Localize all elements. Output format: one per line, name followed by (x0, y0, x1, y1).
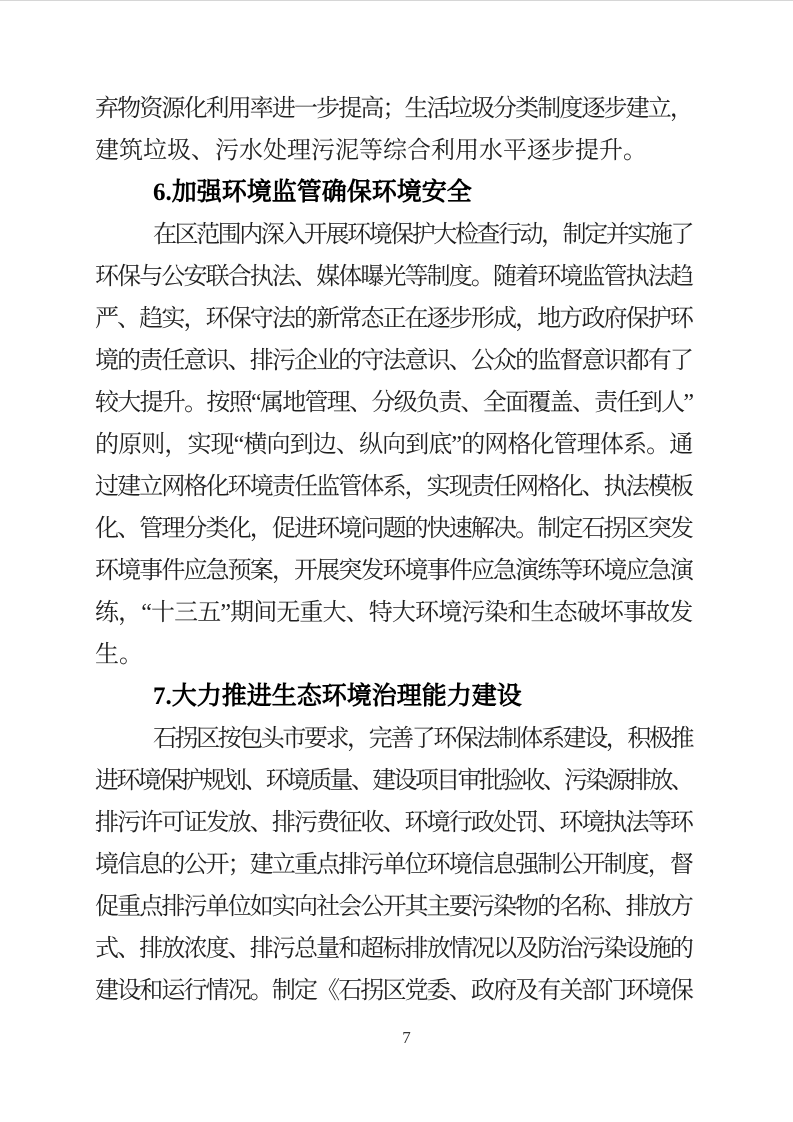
text-line: 较大提升。按照“属地管理、分级负责、全面覆盖、责任到人” (95, 390, 693, 416)
text-line: 进环境保护规划、环境质量、建设项目审批验收、污染源排放、 (95, 768, 692, 794)
text-line: 境信息的公开；建立重点排污单位环境信息强制公开制度，督 (95, 852, 692, 878)
text-line: 的原则，实现“横向到边、纵向到底”的网格化管理体系。通 (95, 432, 693, 458)
text-line: 建设和运行情况。制定《石拐区党委、政府及有关部门环境保 (95, 978, 692, 1004)
text-line: 环保与公安联合执法、媒体曝光等制度。随着环境监管执法趋 (95, 264, 692, 290)
text-line: 石拐区按包头市要求，完善了环保法制体系建设，积极推 (153, 726, 692, 752)
text-line: 化、管理分类化，促进环境问题的快速解决。制定石拐区突发 (95, 516, 692, 542)
text-line: 境的责任意识、排污企业的守法意识、公众的监督意识都有了 (95, 348, 692, 374)
text-line: 环境事件应急预案，开展突发环境事件应急演练等环境应急演 (95, 558, 692, 584)
text-line: 严、趋实，环保守法的新常态正在逐步形成，地方政府保护环 (95, 306, 692, 332)
text-line: 弃物资源化利用率进一步提高；生活垃圾分类制度逐步建立， (95, 96, 692, 122)
text-line: 排污许可证发放、排污费征收、环境行政处罚、环境执法等环 (95, 810, 692, 836)
text-line: 过建立网格化环境责任监管体系，实现责任网格化、执法模板 (95, 474, 692, 500)
page-top-edge (0, 0, 793, 1)
text-line: 练，“十三五”期间无重大、特大环境污染和生态破坏事故发 (95, 600, 693, 626)
text-line: 式、排放浓度、排污总量和超标排放情况以及防治污染设施的 (95, 936, 692, 962)
text-line: 建筑垃圾、污水处理污泥等综合利用水平逐步提升。 (95, 138, 647, 164)
text-line: 促重点排污单位如实向社会公开其主要污染物的名称、排放方 (95, 894, 692, 920)
text-line: 在区范围内深入开展环境保护大检查行动，制定并实施了 (153, 222, 692, 248)
section-heading: 6.加强环境监管确保环境安全 (153, 179, 472, 206)
page-number: 7 (402, 1028, 411, 1047)
text-line: 生。 (95, 642, 143, 668)
document-text-block (95, 88, 692, 1012)
section-heading: 7.大力推进生态环境治理能力建设 (153, 683, 522, 710)
